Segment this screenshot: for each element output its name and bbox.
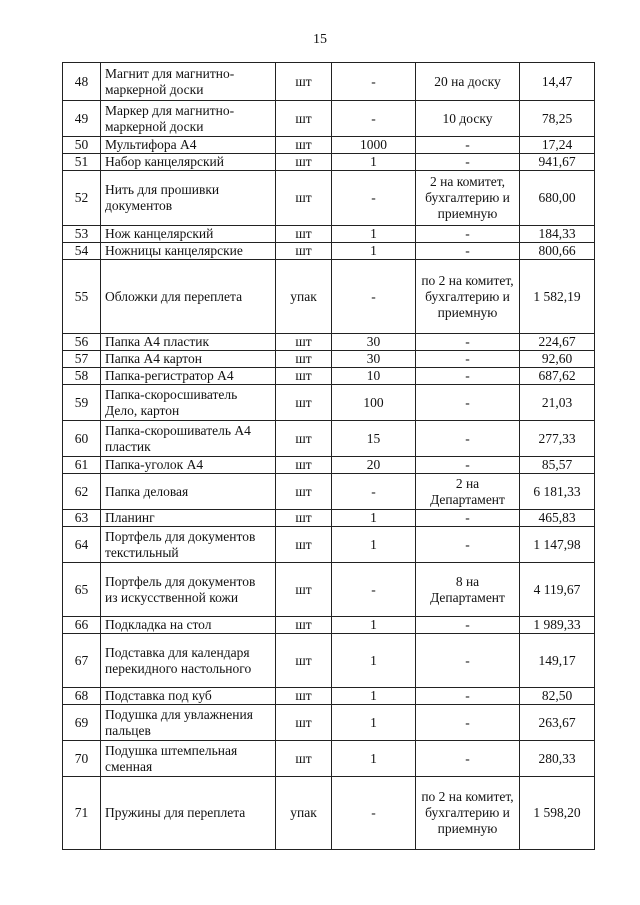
item-unit: шт bbox=[276, 154, 332, 171]
item-quantity: 15 bbox=[332, 421, 416, 457]
item-name: Папка-уголок А4 bbox=[101, 457, 276, 474]
item-quantity: 1 bbox=[332, 226, 416, 243]
item-name: Мультифора А4 bbox=[101, 137, 276, 154]
item-price: 277,33 bbox=[520, 421, 595, 457]
item-note: - bbox=[416, 226, 520, 243]
item-name: Маркер для магнитно-маркерной доски bbox=[101, 101, 276, 137]
row-number: 68 bbox=[63, 688, 101, 705]
item-note: 10 доску bbox=[416, 101, 520, 137]
item-price: 1 598,20 bbox=[520, 777, 595, 850]
item-quantity: 1 bbox=[332, 154, 416, 171]
item-name: Набор канцелярский bbox=[101, 154, 276, 171]
item-note: - bbox=[416, 688, 520, 705]
item-quantity: 1 bbox=[332, 617, 416, 634]
item-unit: шт bbox=[276, 474, 332, 510]
item-name: Нож канцелярский bbox=[101, 226, 276, 243]
item-unit: упак bbox=[276, 777, 332, 850]
item-quantity: - bbox=[332, 777, 416, 850]
item-quantity: 20 bbox=[332, 457, 416, 474]
item-quantity: 1 bbox=[332, 527, 416, 563]
item-name: Портфель для документов из искусственной кожи bbox=[101, 563, 276, 617]
item-name: Папка А4 картон bbox=[101, 351, 276, 368]
table-row bbox=[63, 154, 595, 171]
item-price: 82,50 bbox=[520, 688, 595, 705]
item-unit: шт bbox=[276, 527, 332, 563]
row-number: 56 bbox=[63, 334, 101, 351]
item-name: Подушка штемпельная сменная bbox=[101, 741, 276, 777]
item-quantity: 1 bbox=[332, 705, 416, 741]
row-number: 51 bbox=[63, 154, 101, 171]
item-name: Подкладка на стол bbox=[101, 617, 276, 634]
item-unit: шт bbox=[276, 101, 332, 137]
item-quantity: - bbox=[332, 563, 416, 617]
item-unit: шт bbox=[276, 334, 332, 351]
page-number: 15 bbox=[313, 32, 327, 47]
item-quantity: 1 bbox=[332, 688, 416, 705]
table-row bbox=[63, 63, 595, 101]
table-row bbox=[63, 421, 595, 457]
item-name: Нить для прошивки документов bbox=[101, 171, 276, 226]
item-price: 78,25 bbox=[520, 101, 595, 137]
items-table-body bbox=[63, 63, 595, 850]
item-unit: шт bbox=[276, 226, 332, 243]
item-note: по 2 на комитет, бухгалтерию и приемную bbox=[416, 777, 520, 850]
item-name: Портфель для документов текстильный bbox=[101, 527, 276, 563]
item-price: 465,83 bbox=[520, 510, 595, 527]
item-unit: шт bbox=[276, 421, 332, 457]
item-name: Планинг bbox=[101, 510, 276, 527]
item-name: Подушка для увлажнения пальцев bbox=[101, 705, 276, 741]
table-row bbox=[63, 741, 595, 777]
row-number: 60 bbox=[63, 421, 101, 457]
item-unit: шт bbox=[276, 171, 332, 226]
table-row bbox=[63, 171, 595, 226]
item-unit: шт bbox=[276, 705, 332, 741]
item-note: - bbox=[416, 385, 520, 421]
table-row bbox=[63, 474, 595, 510]
item-price: 680,00 bbox=[520, 171, 595, 226]
item-price: 6 181,33 bbox=[520, 474, 595, 510]
item-unit: шт bbox=[276, 63, 332, 101]
row-number: 53 bbox=[63, 226, 101, 243]
items-table bbox=[62, 62, 595, 850]
item-price: 85,57 bbox=[520, 457, 595, 474]
item-unit: шт bbox=[276, 457, 332, 474]
item-unit: шт bbox=[276, 563, 332, 617]
item-note: - bbox=[416, 421, 520, 457]
item-unit: шт bbox=[276, 368, 332, 385]
item-unit: шт bbox=[276, 385, 332, 421]
row-number: 69 bbox=[63, 705, 101, 741]
item-note: 2 на Департамент bbox=[416, 474, 520, 510]
table-row bbox=[63, 634, 595, 688]
item-note: - bbox=[416, 527, 520, 563]
item-note: - bbox=[416, 243, 520, 260]
item-quantity: 1 bbox=[332, 634, 416, 688]
table-row bbox=[63, 563, 595, 617]
item-note: - bbox=[416, 705, 520, 741]
table-row bbox=[63, 351, 595, 368]
table-row bbox=[63, 243, 595, 260]
item-price: 14,47 bbox=[520, 63, 595, 101]
item-quantity: 1 bbox=[332, 510, 416, 527]
item-price: 184,33 bbox=[520, 226, 595, 243]
item-name: Обложки для переплета bbox=[101, 260, 276, 334]
item-note: - bbox=[416, 368, 520, 385]
item-note: 2 на комитет, бухгалтерию и приемную bbox=[416, 171, 520, 226]
row-number: 59 bbox=[63, 385, 101, 421]
item-quantity: - bbox=[332, 260, 416, 334]
row-number: 66 bbox=[63, 617, 101, 634]
item-note: - bbox=[416, 457, 520, 474]
row-number: 48 bbox=[63, 63, 101, 101]
item-unit: шт bbox=[276, 688, 332, 705]
item-note: - bbox=[416, 510, 520, 527]
item-note: - bbox=[416, 617, 520, 634]
item-price: 687,62 bbox=[520, 368, 595, 385]
item-name: Папка А4 пластик bbox=[101, 334, 276, 351]
table-row bbox=[63, 368, 595, 385]
item-note: - bbox=[416, 137, 520, 154]
item-name: Подставка под куб bbox=[101, 688, 276, 705]
item-quantity: - bbox=[332, 63, 416, 101]
item-quantity: 1000 bbox=[332, 137, 416, 154]
item-name: Подставка для календаря перекидного настольного bbox=[101, 634, 276, 688]
item-unit: шт bbox=[276, 510, 332, 527]
table-row bbox=[63, 527, 595, 563]
table-row bbox=[63, 688, 595, 705]
table-row bbox=[63, 617, 595, 634]
item-note: - bbox=[416, 351, 520, 368]
item-unit: шт bbox=[276, 351, 332, 368]
item-price: 149,17 bbox=[520, 634, 595, 688]
item-quantity: 100 bbox=[332, 385, 416, 421]
item-price: 224,67 bbox=[520, 334, 595, 351]
row-number: 50 bbox=[63, 137, 101, 154]
table-row bbox=[63, 101, 595, 137]
row-number: 67 bbox=[63, 634, 101, 688]
row-number: 49 bbox=[63, 101, 101, 137]
item-price: 263,67 bbox=[520, 705, 595, 741]
item-unit: упак bbox=[276, 260, 332, 334]
item-price: 941,67 bbox=[520, 154, 595, 171]
table-row bbox=[63, 385, 595, 421]
item-unit: шт bbox=[276, 634, 332, 688]
item-price: 92,60 bbox=[520, 351, 595, 368]
table-row bbox=[63, 705, 595, 741]
item-name: Магнит для магнитно-маркерной доски bbox=[101, 63, 276, 101]
row-number: 52 bbox=[63, 171, 101, 226]
row-number: 64 bbox=[63, 527, 101, 563]
item-note: - bbox=[416, 334, 520, 351]
row-number: 58 bbox=[63, 368, 101, 385]
item-name: Папка-скоросшиватель Дело, картон bbox=[101, 385, 276, 421]
item-price: 280,33 bbox=[520, 741, 595, 777]
item-unit: шт bbox=[276, 741, 332, 777]
row-number: 57 bbox=[63, 351, 101, 368]
item-quantity: - bbox=[332, 171, 416, 226]
table-row bbox=[63, 457, 595, 474]
item-quantity: 30 bbox=[332, 351, 416, 368]
row-number: 62 bbox=[63, 474, 101, 510]
item-quantity: 10 bbox=[332, 368, 416, 385]
item-quantity: 1 bbox=[332, 741, 416, 777]
row-number: 65 bbox=[63, 563, 101, 617]
table-row bbox=[63, 226, 595, 243]
item-quantity: - bbox=[332, 474, 416, 510]
table-row bbox=[63, 334, 595, 351]
item-price: 1 147,98 bbox=[520, 527, 595, 563]
item-note: - bbox=[416, 741, 520, 777]
item-name: Пружины для переплета bbox=[101, 777, 276, 850]
item-note: 20 на доску bbox=[416, 63, 520, 101]
item-price: 21,03 bbox=[520, 385, 595, 421]
item-name: Ножницы канцелярские bbox=[101, 243, 276, 260]
row-number: 70 bbox=[63, 741, 101, 777]
item-quantity: - bbox=[332, 101, 416, 137]
item-note: 8 на Департамент bbox=[416, 563, 520, 617]
row-number: 54 bbox=[63, 243, 101, 260]
row-number: 63 bbox=[63, 510, 101, 527]
item-unit: шт bbox=[276, 137, 332, 154]
item-note: - bbox=[416, 634, 520, 688]
item-note: по 2 на комитет, бухгалтерию и приемную bbox=[416, 260, 520, 334]
item-price: 1 989,33 bbox=[520, 617, 595, 634]
item-unit: шт bbox=[276, 617, 332, 634]
row-number: 55 bbox=[63, 260, 101, 334]
item-price: 17,24 bbox=[520, 137, 595, 154]
item-quantity: 1 bbox=[332, 243, 416, 260]
item-quantity: 30 bbox=[332, 334, 416, 351]
row-number: 71 bbox=[63, 777, 101, 850]
item-unit: шт bbox=[276, 243, 332, 260]
item-name: Папка-скорошиватель А4 пластик bbox=[101, 421, 276, 457]
item-name: Папка деловая bbox=[101, 474, 276, 510]
table-row bbox=[63, 260, 595, 334]
item-price: 1 582,19 bbox=[520, 260, 595, 334]
item-price: 800,66 bbox=[520, 243, 595, 260]
item-price: 4 119,67 bbox=[520, 563, 595, 617]
item-note: - bbox=[416, 154, 520, 171]
item-name: Папка-регистратор А4 bbox=[101, 368, 276, 385]
table-row bbox=[63, 510, 595, 527]
row-number: 61 bbox=[63, 457, 101, 474]
table-row bbox=[63, 137, 595, 154]
table-row bbox=[63, 777, 595, 850]
